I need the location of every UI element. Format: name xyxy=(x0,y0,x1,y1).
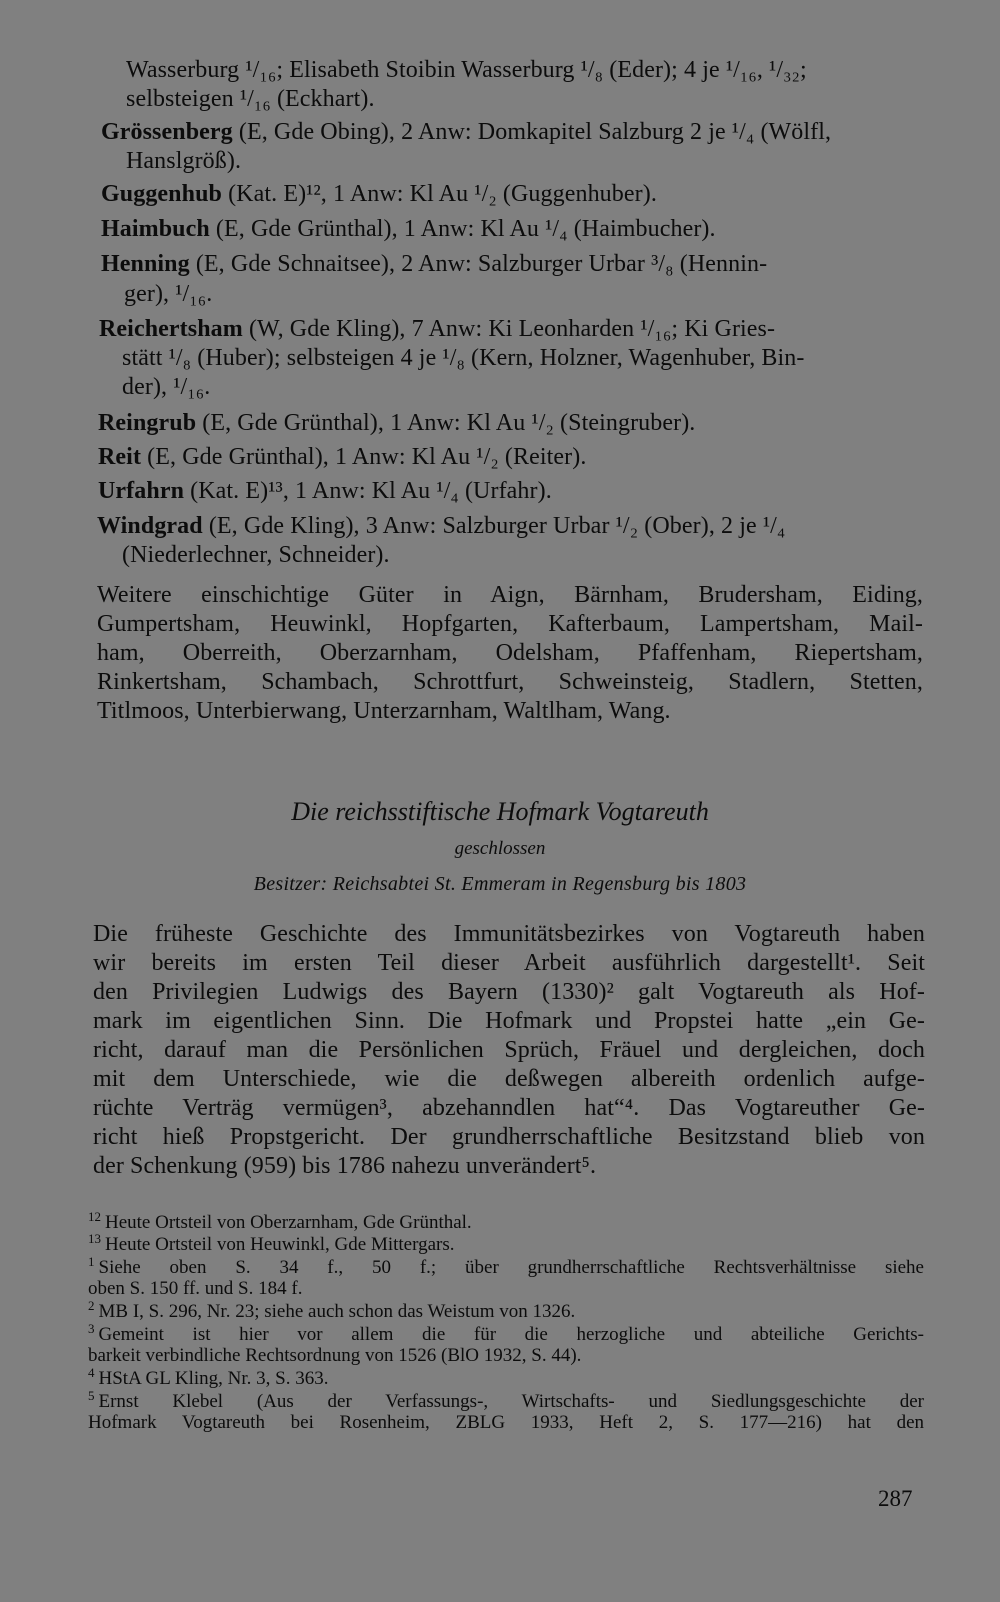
footnote-continuation: Hofmark Vogtareuth bei Rosenheim, ZBLG 1933, Heft 2, S. 177—216) hat den xyxy=(88,1412,924,1433)
goods-line: Weitere einschichtige Güter in Aign, Bärnham, Brudersham, Eiding, xyxy=(97,582,923,608)
entry-text: (E, Gde Grünthal), 1 Anw: Kl Au ¹/₂ (Reiter). xyxy=(141,444,587,470)
body-line: richt, darauf man die Persönlichen Sprüch, Fräuel und dergleichen, doch xyxy=(93,1037,925,1063)
entry-continuation: ger), ¹/₁₆. xyxy=(124,281,213,307)
entry-windgrad xyxy=(97,512,785,540)
footnote xyxy=(88,1364,924,1389)
footnote-mark: 2 xyxy=(88,1297,95,1313)
entry-reit xyxy=(98,443,586,471)
footnote-mark: 3 xyxy=(88,1320,95,1336)
entry-continuation: Hanslgröß). xyxy=(126,148,242,174)
entry-text: (E, Gde Kling), 3 Anw: Salzburger Urbar ¹/₂ (Ober), 2 je ¹/₄ xyxy=(202,513,786,539)
footnote xyxy=(88,1208,924,1233)
entry-text: (Kat. E)¹³, 1 Anw: Kl Au ¹/₄ (Urfahr). xyxy=(184,478,552,504)
body-line: der Schenkung (959) bis 1786 nahezu unverändert⁵. xyxy=(93,1153,597,1179)
goods-line: Titlmoos, Unterbierwang, Unterzarnham, Waltlham, Wang. xyxy=(97,698,671,724)
goods-line: ham, Oberreith, Oberzarnham, Odelsham, Pfaffenham, Riepertsham, xyxy=(97,640,923,666)
footnote xyxy=(88,1230,924,1255)
entry-name: Reingrub xyxy=(98,410,197,436)
intro-line: Wasserburg ¹/₁₆; Elisabeth Stoibin Wasserburg ¹/₈ (Eder); 4 je ¹/₁₆, ¹/₃₂; xyxy=(126,57,807,83)
page-number: 287 xyxy=(878,1486,913,1511)
section-owner: Besitzer: Reichsabtei St. Emmeram in Regensburg bis 1803 xyxy=(253,873,747,895)
section-status: geschlossen xyxy=(454,838,546,859)
entry-name: Henning xyxy=(101,251,190,277)
footnote-mark: 12 xyxy=(88,1208,101,1224)
body-line: richt hieß Propstgericht. Der grundherrschaftliche Besitzstand blieb von xyxy=(93,1124,925,1150)
entry-guggenhub xyxy=(101,180,657,208)
intro-line: selbsteigen ¹/₁₆ (Eckhart). xyxy=(126,86,375,112)
footnote-mark: 13 xyxy=(88,1230,101,1246)
footnote-text: Siehe oben S. 34 f., 50 f.; über grundherrschaftliche Rechtsverhältnisse siehe xyxy=(98,1257,924,1278)
footnote-text: Gemeint ist hier vor allem die für die herzogliche und abteiliche Gerichts- xyxy=(98,1324,924,1345)
entry-henning xyxy=(101,250,767,278)
entry-continuation: (Niederlechner, Schneider). xyxy=(122,542,390,568)
entry-name: Windgrad xyxy=(97,513,203,539)
body-line: Die früheste Geschichte des Immunitätsbezirkes von Vogtareuth haben xyxy=(93,921,925,947)
entry-text: (E, Gde Schnaitsee), 2 Anw: Salzburger Urbar ³/₈ (Hennin- xyxy=(189,251,768,277)
footnote-text: HStA GL Kling, Nr. 3, S. 363. xyxy=(98,1368,329,1389)
footnote-mark: 5 xyxy=(88,1387,95,1403)
footnote-text: MB I, S. 296, Nr. 23; siehe auch schon das Weistum von 1326. xyxy=(98,1301,576,1322)
footnote-continuation: oben S. 150 ff. und S. 184 f. xyxy=(88,1278,303,1299)
goods-line: Rinkertsham, Schambach, Schrottfurt, Schweinsteig, Stadlern, Stetten, xyxy=(97,669,923,695)
entry-name: Reichertsham xyxy=(99,316,243,342)
entry-haimbuch xyxy=(101,215,716,243)
footnote xyxy=(88,1297,924,1322)
body-line: wir bereits im ersten Teil dieser Arbeit ausführlich dargestellt¹. Seit xyxy=(93,950,925,976)
footnote-mark: 4 xyxy=(88,1364,95,1380)
footnote xyxy=(88,1320,924,1345)
footnote xyxy=(88,1253,924,1278)
entry-text: (E, Gde Grünthal), 1 Anw: Kl Au ¹/₄ (Haimbucher). xyxy=(209,216,716,242)
footnote-text: Heute Ortsteil von Heuwinkl, Gde Mittergars. xyxy=(105,1234,455,1255)
entry-continuation: der), ¹/₁₆. xyxy=(122,374,211,400)
entry-name: Grössenberg xyxy=(101,119,233,145)
entry-groessenberg xyxy=(101,118,831,146)
entry-text: (E, Gde Grünthal), 1 Anw: Kl Au ¹/₂ (Steingruber). xyxy=(196,410,696,436)
footnote-text: Heute Ortsteil von Oberzarnham, Gde Grünthal. xyxy=(105,1212,472,1233)
entry-text: (W, Gde Kling), 7 Anw: Ki Leonharden ¹/₁₆; Ki Gries- xyxy=(242,316,776,342)
entry-name: Reit xyxy=(98,444,142,470)
footnote-mark: 1 xyxy=(88,1253,95,1269)
entry-reichertsham xyxy=(99,315,775,343)
body-line: mit dem Unterschiede, wie die deßwegen albereith ordenlich aufge- xyxy=(93,1066,925,1092)
entry-name: Urfahrn xyxy=(98,478,185,504)
entry-urfahrn xyxy=(98,477,552,505)
entry-reingrub xyxy=(98,409,695,437)
entry-text: (Kat. E)¹², 1 Anw: Kl Au ¹/₂ (Guggenhuber). xyxy=(221,181,657,207)
footnote-text: Ernst Klebel (Aus der Verfassungs-, Wirtschafts- und Siedlungsgeschichte der xyxy=(98,1391,924,1412)
entry-text: (E, Gde Obing), 2 Anw: Domkapitel Salzburg 2 je ¹/₄ (Wölfl, xyxy=(232,119,832,145)
footnote-continuation: barkeit verbindliche Rechtsordnung von 1526 (BlO 1932, S. 44). xyxy=(88,1345,582,1366)
entry-name: Haimbuch xyxy=(101,216,210,242)
entry-name: Guggenhub xyxy=(101,181,222,207)
section-title: Die reichsstiftische Hofmark Vogtareuth xyxy=(291,797,709,826)
body-line: mark im eigentlichen Sinn. Die Hofmark und Propstei hatte „ein Ge- xyxy=(93,1008,925,1034)
body-line: den Privilegien Ludwigs des Bayern (1330)² galt Vogtareuth als Hof- xyxy=(93,979,925,1005)
body-line: rüchte Verträg vermügen³, abzehanndlen hat“⁴. Das Vogtareuther Ge- xyxy=(93,1095,925,1121)
goods-line: Gumpertsham, Heuwinkl, Hopfgarten, Kafterbaum, Lampertsham, Mail- xyxy=(97,611,923,637)
footnote xyxy=(88,1387,924,1412)
entry-continuation: stätt ¹/₈ (Huber); selbsteigen 4 je ¹/₈ (Kern, Holzner, Wagenhuber, Bin- xyxy=(122,345,805,371)
